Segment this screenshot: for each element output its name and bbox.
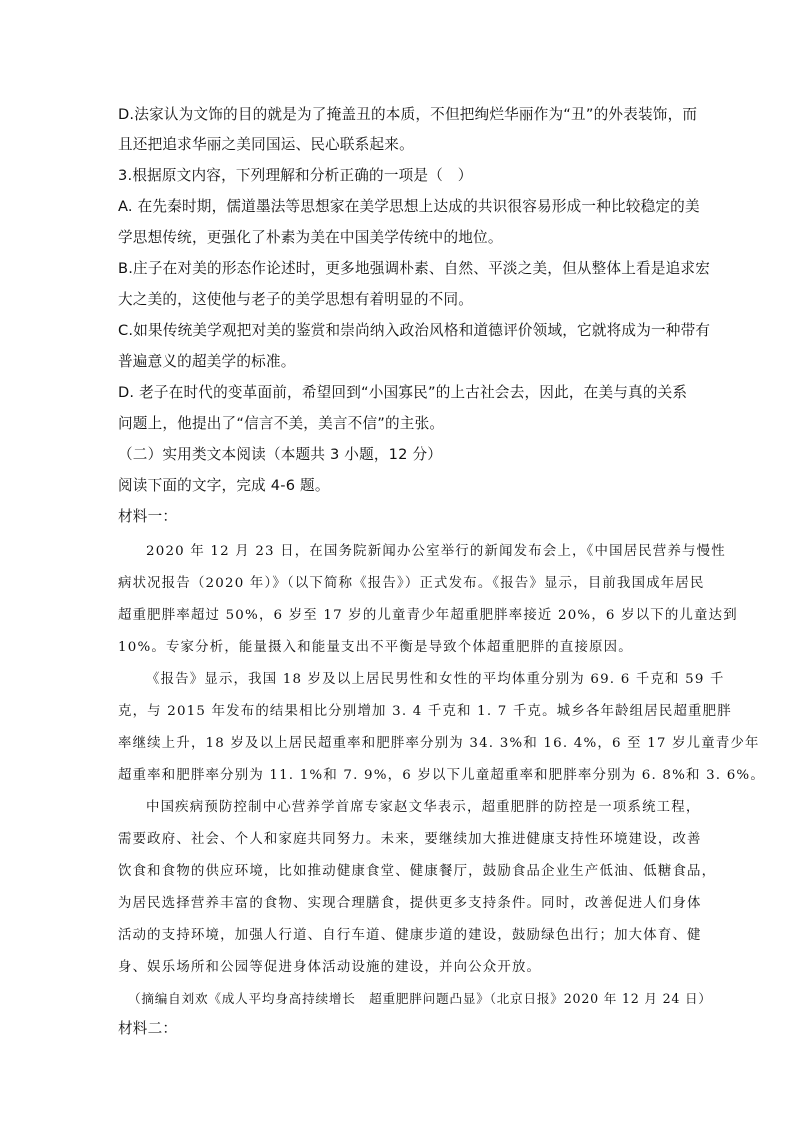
material-1-p3-line-4: 为居民选择营养丰富的食物、实现合理膳食，提供更多支持条件。同时，改善促进人们身体 [118,896,702,911]
material-1-p1-line-2: 病状况报告（2020 年）》（以下简称《报告》）正式发布。《报告》显示，目前我国成年居民 [118,576,705,591]
material-1-p2-line-3: 率继续上升，18 岁及以上居民超重率和肥胖率分别为 34. 3%和 16. 4%，6 至 17 岁儿童青少年 [118,736,760,751]
option-d-line-1: D.法家认为文饰的目的就是为了掩盖丑的本质，不但把绚烂华丽作为“丑”的外表装饰，而 [118,106,698,123]
material-1-p3-line-3: 饮食和食物的供应环境，比如推动健康食堂、健康餐厅，鼓励食品企业生产低油、低糖食品， [118,864,717,879]
q3-option-d-line-2: 问题上，他提出了“信言不美，美言不信”的主张。 [118,415,445,432]
q3-option-c-line-1: C.如果传统美学观把对美的鉴赏和崇尚纳入政治风格和道德评价领域，它就将成为一种带有 [118,322,711,339]
q3-option-b-line-1: B.庄子在对美的形态作论述时，更多地强调朴素、自然、平淡之美，但从整体上看是追求宏 [118,260,711,277]
q3-option-a-line-1: A. 在先秦时期，儒道墨法等思想家在美学思想上达成的共识很容易形成一种比较稳定的美 [118,198,700,215]
material-1-p1-line-4: 10%。专家分析，能量摄入和能量支出不平衡是导致个体超重肥胖的直接原因。 [118,640,633,655]
reading-instruction: 阅读下面的文字，完成 4-6 题。 [118,477,330,494]
q3-option-d-line-1: D. 老子在时代的变革面前，希望回到“小国寡民”的上古社会去，因此，在美与真的关系 [118,384,688,401]
q3-option-c-line-2: 普遍意义的超美学的标准。 [118,353,296,370]
q3-option-b-line-2: 大之美的，这使他与老子的美学思想有着明显的不同。 [118,291,474,308]
question-3: 3.根据原文内容，下列理解和分析正确的一项是（ ） [118,167,473,184]
section-heading: （二）实用类文本阅读（本题共 3 小题，12 分） [118,446,443,463]
material-1-p2-line-1: 《报告》显示，我国 18 岁及以上居民男性和女性的平均体重分别为 69. 6 千克和 59 千 [146,672,725,687]
material-1-p2-line-2: 克，与 2015 年发布的结果相比分别增加 3. 4 千克和 1. 7 千克。城乡各年龄组居民超重肥胖 [118,704,732,719]
material-1-p3-line-1: 中国疾病预防控制中心营养学首席专家赵文华表示，超重肥胖的防控是一项系统工程， [146,800,701,815]
option-d-line-2: 且还把追求华丽之美同国运、民心联系起来。 [118,136,414,153]
material-1-p3-line-6: 身、娱乐场所和公园等促进身体活动设施的建设，并向公众开放。 [118,960,542,975]
q3-option-a-line-2: 学思想传统，更强化了朴素为美在中国美学传统中的地位。 [118,229,503,246]
material-1-p2-line-4: 超重率和肥胖率分别为 11. 1%和 7. 9%，6 岁以下儿童超重率和肥胖率分别为 6. 8%和 3. 6%。 [118,768,765,783]
material-1-heading: 材料一： [118,508,178,525]
material-1-p3-line-5: 活动的支持环境，加强人行道、自行车道、健康步道的建设，鼓励绿色出行；加大体育、健 [118,928,702,943]
material-1-citation: （摘编自刘欢《成人平均身高持续增长 超重肥胖问题凸显》（北京日报》2020 年 12 月 24 日） [128,991,712,1006]
material-1-p3-line-2: 需要政府、社会、个人和家庭共同努力。未来，要继续加大推进健康支持性环境建设，改善 [118,832,702,847]
material-1-p1-line-3: 超重肥胖率超过 50%，6 岁至 17 岁的儿童青少年超重肥胖率接近 20%，6 岁以下的儿童达到 [118,608,738,623]
material-2-heading: 材料二： [118,1020,178,1037]
material-1-p1-line-1: 2020 年 12 月 23 日，在国务院新闻办公室举行的新闻发布会上，《中国居民营养与慢性 [146,544,726,559]
